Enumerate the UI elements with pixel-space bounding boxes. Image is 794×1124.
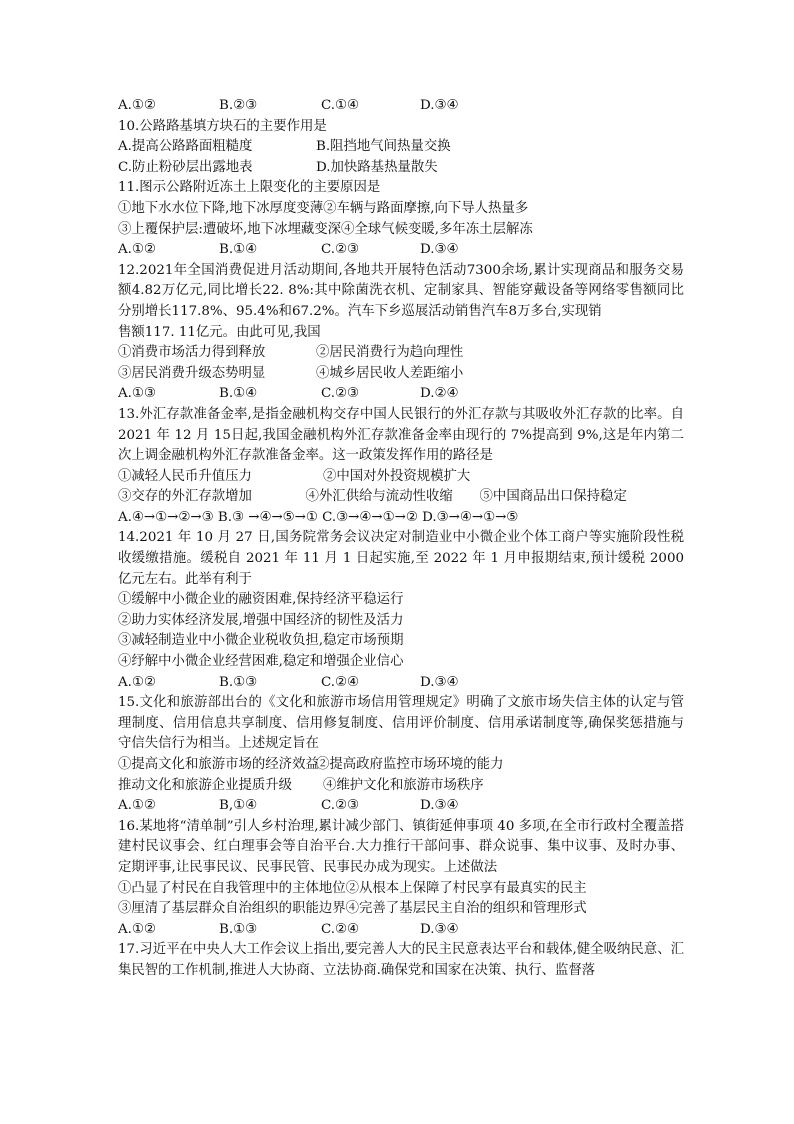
q16-item-row: ③厘清了基层群众自治组织的职能边界④完善了基层民主自治的组织和管理形式 <box>118 901 587 917</box>
item-3: ③居民消费升级态势明显 <box>118 365 266 381</box>
option-b: B,①④ <box>219 798 258 814</box>
q16-options <box>118 920 684 941</box>
q13-options: A.④→①→②→③ B.③ →④→⑤→① C.③→④→①→② D.③→④→①→⑤ <box>118 509 519 525</box>
item-1: ①减轻人民币升值压力 <box>118 468 252 484</box>
option-a: A.①② <box>118 98 156 113</box>
q12-stem: 12.2021年全国消费促进月活动期间,各地共开展特色活动7300余场,累计实现商品和服务交易额4.82万亿元,同比增长22. 8%:其中除菌洗衣机、定制家具、智能穿戴设备等网络零售额同比分别增长117.8%、95.4%和67.2%。汽车下乡巡展活动销售汽车8万多台,实现销 <box>118 262 684 319</box>
q12-items-row1 <box>118 343 684 364</box>
item-3: 推动文化和旅游企业提质升级 <box>118 777 293 793</box>
exam-page <box>118 96 684 982</box>
q10-stem: 10.公路路基填方块石的主要作用是 <box>118 118 327 134</box>
q14-options <box>118 673 684 694</box>
q13-stem: 13.外汇存款准备金率,是指金融机构交存中国人民银行的外汇存款与其吸收外汇存款的比率。自 2021 年 12 月 15日起,我国金融机构外汇存款准备金率由现行的 7%提高到 9%,这是年内第二次上调金融机构外汇存款准备金率。这一政策发挥作用的路径是 <box>118 406 684 464</box>
option-b: B.阻挡地气间热量交换 <box>316 139 451 155</box>
option-c: C.②④ <box>321 674 360 690</box>
q15-options <box>118 796 684 817</box>
item-1: ①消费市场活力得到释放 <box>118 345 266 361</box>
option-a: A.①② <box>118 798 156 814</box>
option-c: C.防止粉砂层出露地表 <box>118 159 253 175</box>
q15-items-row1 <box>118 755 684 776</box>
option-d: D.③④ <box>420 921 459 937</box>
option-d: D.③④ <box>420 242 459 258</box>
q9-options <box>118 96 684 117</box>
q11-item-row: ③上覆保护层:遭破坏,地下冰埋藏变深④全球气候变暖,多年冻土层解冻 <box>118 221 533 237</box>
option-d: D.加快路基热量散失 <box>316 159 438 175</box>
q17-stem: 17.习近平在中央人大工作会议上指出,要完善人大的民主民意表达平台和载体,健全吸纳民意、汇集民智的工作机制,推进人大协商、立法协商.确保党和国家在决策、执行、监督落 <box>118 942 684 978</box>
option-d: D.②④ <box>420 386 459 402</box>
option-a: A.①② <box>118 242 156 258</box>
option-b: B.①④ <box>219 242 258 258</box>
q12-stem-continued: 售额117. 11亿元。由此可见,我国 <box>118 324 321 340</box>
option-c: C.②④ <box>321 921 360 937</box>
q14-item: ④纾解中小微企业经营困难,稳定和增强企业信心 <box>118 654 404 670</box>
option-c: C.②③ <box>321 386 360 402</box>
option-d: D.③④ <box>420 98 459 113</box>
q11-item-row: ①地下水水位下降,地下冰厚度变薄②车辆与路面摩擦,向下导人热量多 <box>118 200 529 216</box>
option-b: B.①③ <box>219 921 258 937</box>
q15-items-row2 <box>118 776 684 797</box>
q16-item-row: ①凸显了村民在自我管理中的主体地位②从根本上保障了村民享有最真实的民主 <box>118 880 587 896</box>
option-b: B.①④ <box>219 386 258 402</box>
q13-items-row1 <box>118 467 684 488</box>
option-a: A.①② <box>118 921 156 937</box>
option-b: B.①③ <box>219 674 258 690</box>
option-d: D.③④ <box>420 674 459 690</box>
item-4: ④城乡居民收人差距缩小 <box>316 365 464 381</box>
q16-stem: 16.某地将“清单制”引人乡村治理,累计减少部门、镇街延伸事项 40 多项,在全市行政村全覆盖搭建村民议事会、红白理事会等自治平台.大力推行干部问事、群众说事、集中议事、及时办事、定期评事,让民事民议、民事民管、民事民办成为现实。上述做法 <box>118 818 684 875</box>
option-c: C.①④ <box>321 98 360 113</box>
q14-item: ③减轻制造业中小微企业税收负担,稳定市场预期 <box>118 633 404 649</box>
item-2: ②居民消费行为趋向理性 <box>316 345 464 361</box>
q10-options-row1 <box>118 137 684 158</box>
q11-stem: 11.图示公路附近冻土上限变化的主要原因是 <box>118 180 381 196</box>
q13-items-row2: ③交存的外汇存款增加 ④外汇供给与流动性收缩 ⑤中国商品出口保持稳定 <box>118 489 627 505</box>
option-a: A.①② <box>118 674 156 690</box>
item-2: ②中国对外投资规模扩大 <box>323 468 471 484</box>
option-c: C.②③ <box>321 242 360 258</box>
q12-options <box>118 384 684 405</box>
item-1: ①提高文化和旅游市场的经济效益 <box>118 757 319 772</box>
q15-stem: 15.文化和旅游部出台的《文化和旅游市场信用管理规定》明确了文旅市场失信主体的认定与管理制度、信用信息共享制度、信用修复制度、信用评价制度、信用承诺制度等,确保奖惩措施与守信失信行为相当。上述规定旨在 <box>118 695 684 752</box>
q14-item: ①缓解中小微企业的融资困难,保持经济平稳运行 <box>118 592 404 608</box>
option-a: A.①③ <box>118 386 156 402</box>
option-a: A.提高公路路面粗糙度 <box>118 139 253 155</box>
q11-options <box>118 240 684 261</box>
q12-items-row2 <box>118 364 684 385</box>
option-d: D.③④ <box>420 798 459 814</box>
q14-item: ②助力实体经济发展,增强中国经济的韧性及活力 <box>118 612 404 628</box>
item-2: ②提高政府监控市场环境的能力 <box>316 757 504 772</box>
item-4: ④维护文化和旅游市场秩序 <box>323 777 484 793</box>
q10-options-row2 <box>118 158 684 179</box>
q14-stem: 14.2021 年 10 月 27 日,国务院常务会议决定对制造业中小微企业个体工商户等实施阶段性税收缓缴措施。缓税自 2021 年 11 月 1 日起实施,至 2022 年 1 月申报期结束,预计缓税 2000亿元左右。此举有利于 <box>118 530 684 587</box>
option-c: C.②③ <box>321 798 360 814</box>
option-b: B.②③ <box>219 98 258 113</box>
